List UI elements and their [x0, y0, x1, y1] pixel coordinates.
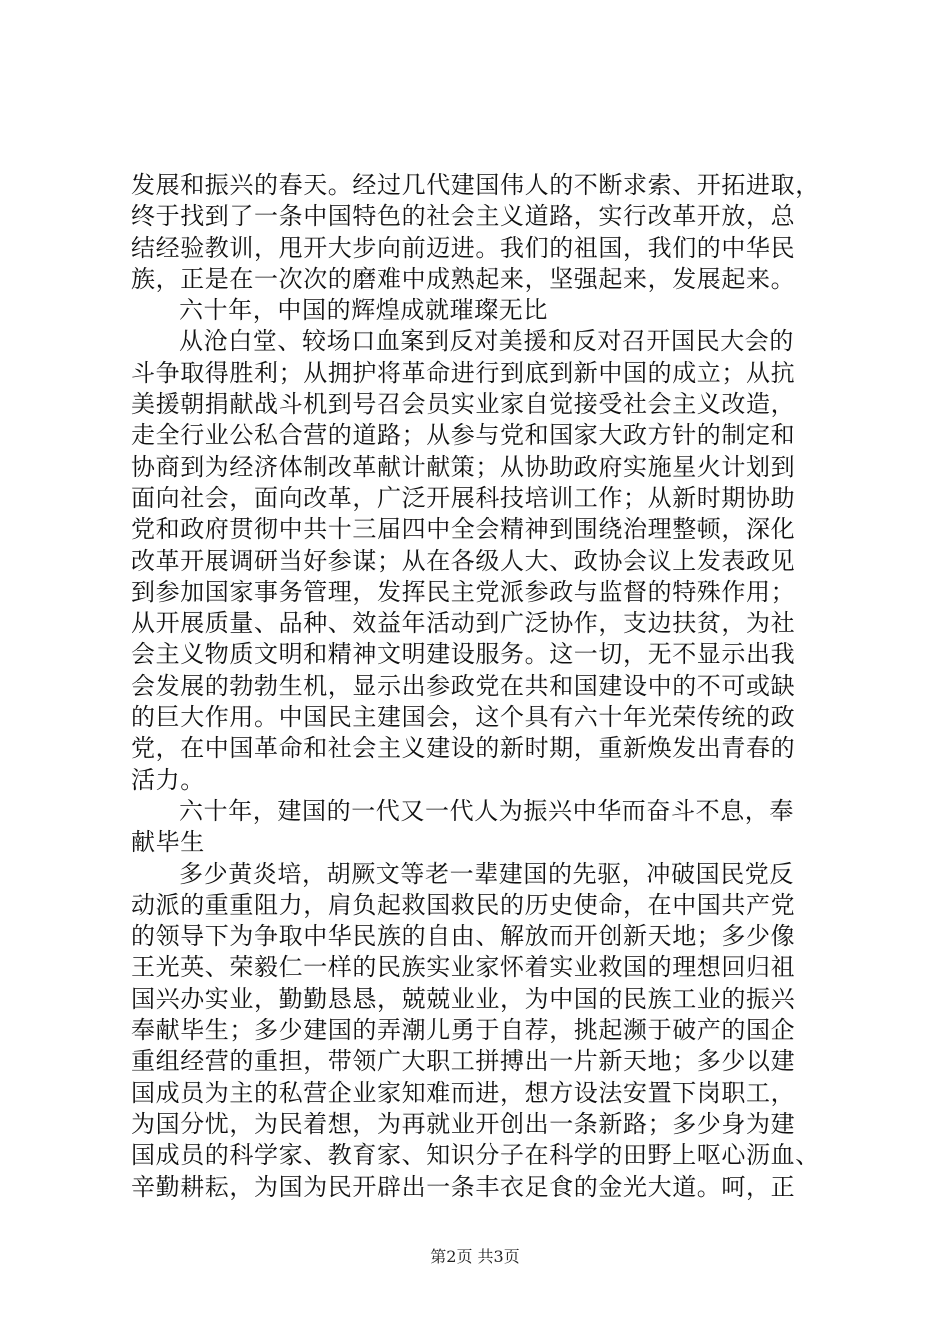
text-line: 国成员的科学家、教育家、知识分子在科学的田野上呕心沥血、: [131, 1141, 820, 1170]
text-line: 结经验教训，甩开大步向前迈进。我们的祖国，我们的中华民: [131, 233, 796, 262]
text-line: 王光英、荣毅仁一样的民族实业家怀着实业救国的理想回归祖: [131, 953, 796, 982]
paragraph-p1: [131, 170, 831, 295]
text-line: 的巨大作用。中国民主建国会，这个具有六十年光荣传统的政: [131, 703, 796, 732]
text-line: 活力。: [131, 765, 205, 794]
text-line: 到参加国家事务管理，发挥民主党派参政与监督的特殊作用；: [131, 577, 796, 606]
paragraph-p5: [131, 859, 831, 1203]
text-line: 党和政府贯彻中共十三届四中全会精神到围绕治理整顿，深化: [131, 515, 796, 544]
text-line: 终于找到了一条中国特色的社会主义道路，实行改革开放，总: [131, 202, 796, 231]
text-line: 辛勤耕耘，为国为民开辟出一条丰衣足食的金光大道。呵，正: [131, 1172, 796, 1201]
text-line: 斗争取得胜利；从拥护将革命进行到底到新中国的成立；从抗: [131, 358, 796, 387]
text-line: 族，正是在一次次的磨难中成熟起来，坚强起来，发展起来。: [131, 264, 796, 293]
text-line: 的领导下为争取中华民族的自由、解放而开创新天地；多少像: [131, 922, 796, 951]
text-line: 走全行业公私合营的道路；从参与党和国家大政方针的制定和: [131, 421, 796, 450]
text-line: 发展和振兴的春天。经过几代建国伟人的不断求索、开拓进取，: [131, 171, 820, 199]
text-line: 会主义物质文明和精神文明建设服务。这一切，无不显示出我: [131, 640, 796, 669]
text-line: 为国分忧，为民着想，为再就业开创出一条新路；多少身为建: [131, 1109, 796, 1138]
text-line: 多少黄炎培，胡厥文等老一辈建国的先驱，冲破国民党反: [179, 859, 794, 888]
heading-line: 六十年，中国的辉煌成就璀璨无比: [179, 296, 548, 325]
text-line: 国成员为主的私营企业家知难而进，想方设法安置下岗职工，: [131, 1078, 796, 1107]
text-line: 协商到为经济体制改革献计献策；从协助政府实施星火计划到: [131, 452, 796, 481]
text-line: 面向社会，面向改革，广泛开展科技培训工作；从新时期协助: [131, 483, 796, 512]
text-line: 改革开展调研当好参谋；从在各级人大、政协会议上发表政见: [131, 546, 796, 575]
text-line: 奉献毕生；多少建国的弄潮儿勇于自荐，挑起濒于破产的国企: [131, 1016, 796, 1045]
page-footer: 第2页 共3页: [430, 1247, 520, 1266]
text-line: 从沧白堂、较场口血案到反对美援和反对召开国民大会的: [179, 327, 794, 356]
body-text: [131, 170, 831, 1203]
text-line: 从开展质量、品种、效益年活动到广泛协作，支边扶贫，为社: [131, 609, 796, 638]
text-line: 重组经营的重担，带领广大职工拼搏出一片新天地；多少以建: [131, 1047, 796, 1076]
text-line: 党，在中国革命和社会主义建设的新时期，重新焕发出青春的: [131, 734, 796, 763]
text-line: 国兴办实业，勤勤恳恳，兢兢业业，为中国的民族工业的振兴: [131, 984, 796, 1013]
section-heading: [131, 796, 831, 859]
text-line: 美援朝捐献战斗机到号召会员实业家自觉接受社会主义改造，: [131, 390, 796, 419]
section-heading: [131, 295, 831, 326]
heading-line: 献毕生: [131, 828, 205, 857]
text-line: 动派的重重阻力，肩负起救国救民的历史使命，在中国共产党: [131, 890, 796, 919]
text-line: 会发展的勃勃生机，显示出参政党在共和国建设中的不可或缺: [131, 671, 796, 700]
paragraph-p3: [131, 326, 831, 795]
heading-line: 六十年，建国的一代又一代人为振兴中华而奋斗不息，奉: [179, 796, 794, 825]
